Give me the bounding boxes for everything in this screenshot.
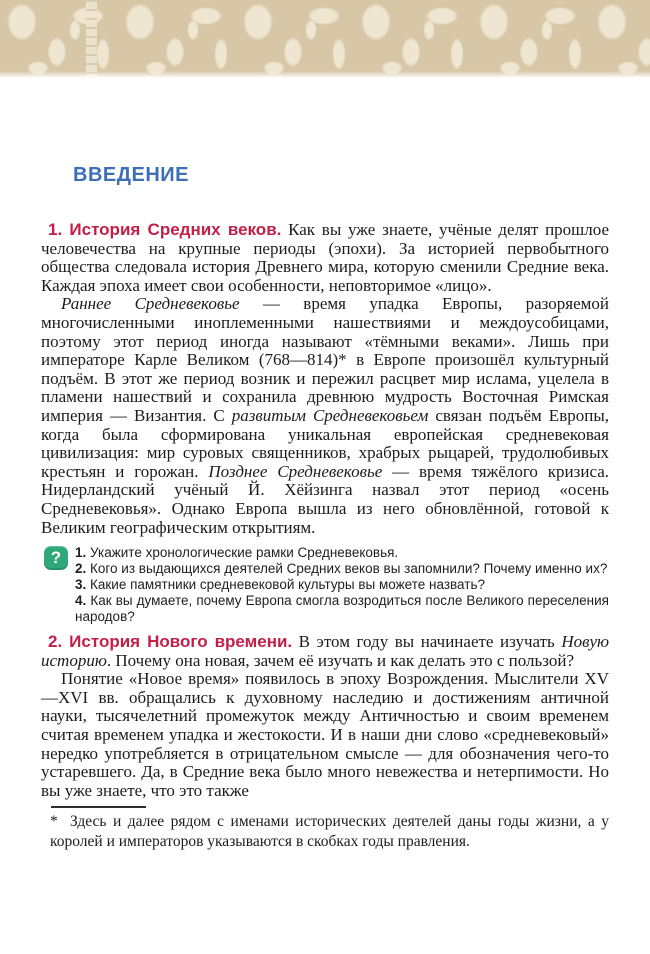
section1-paragraph-1: [41, 221, 609, 295]
section1-p1-text: Как вы уже знаете, учёные делят прошлое человечества на крупные периоды (эпохи). За историей первобытного общества следовала история Древнего мира, которую сменили Средние века. Каждая эпоха имеет свои особенности, неповторимое «лицо».: [41, 220, 610, 295]
footnote: [41, 806, 609, 852]
question-2-text: Кого из выдающихся деятелей Средних веков вы запомнили? Почему именно их?: [90, 561, 608, 577]
question-1-number: 1.: [75, 545, 87, 561]
question-4-number: 4.: [75, 593, 87, 609]
question-mark-glyph: ?: [50, 548, 62, 568]
section2-paragraph-1: [41, 633, 609, 670]
page-title: ВВЕДЕНИЕ: [73, 164, 189, 186]
section1-heading: 1. История Средних веков.: [48, 220, 282, 239]
section2-p1-text-b: . Почему она новая, зачем её изучать и как делать это с пользой?: [106, 650, 575, 670]
section1-p2-text-b: связан подъём Европы, когда была сформирована уникальная европейская средневековая цивилизация: мир суровых священников, храбрых рыцарей, трудолюбивых крестьян и горожан.: [41, 405, 609, 481]
italic-term-early-middle-ages: Раннее Средневековье: [61, 294, 240, 314]
band-ornament-strip: [86, 0, 97, 78]
decorative-header-band: [0, 0, 650, 78]
question-mark-icon: [44, 546, 68, 570]
section2-heading: 2. История Нового времени.: [48, 632, 293, 652]
page-content: [0, 164, 650, 852]
questions-list: [75, 545, 609, 625]
section1-p2-text-a: — время упадка Европы, разоряемой многочисленными иноплеменными нашествиями и междоусобицами, поэтому этот период иногда называют «тёмными веками». Лишь при императоре Карле Великом (768—814)* в Европе произошёл культурный подъём. В этот же период возник и пережил расцвет мир ислама, уцелела в пламени нашествий и сохранила древнюю мудрость Восточная Римская империя — Византия. С: [41, 294, 609, 425]
italic-term-high-middle-ages: развитым Средневековьем: [231, 405, 429, 425]
italic-term-late-middle-ages: Позднее Средневековье: [208, 461, 383, 481]
question-item-1: [75, 545, 609, 561]
question-item-3: [75, 577, 609, 593]
footnote-text: [41, 812, 609, 852]
question-3-number: 3.: [75, 577, 87, 593]
section2-p1-text-a: В этом году вы начинаете изучать: [298, 632, 562, 652]
question-item-4: [75, 593, 609, 625]
questions-block: [44, 545, 609, 625]
question-4-text: Как вы думаете, почему Европа смогла возродиться после Великого переселения народов?: [75, 593, 609, 625]
italic-term-new-history: Новую историю: [41, 632, 610, 670]
question-1-text: Укажите хронологические рамки Средневековья.: [90, 545, 399, 561]
question-item-2: [75, 561, 609, 577]
question-3-text: Какие памятники средневековой культуры вы можете назвать?: [90, 577, 485, 593]
footnote-body: Здесь и далее рядом с именами исторических деятелей даны годы жизни, а у королей и императоров указываются в скобках годы правления.: [50, 813, 609, 851]
section1-p2-text-c: — время тяжёлого кризиса. Нидерландский учёный Й. Хёйзинга назвал этот период «осень Средневековья». Однако Европа вышла из него обновлённой, готовой к Великим географическим открытиям.: [41, 461, 610, 537]
section2-paragraph-2: Понятие «Новое время» появилось в эпоху Возрождения. Мыслители XV—XVI вв. обращались к духовному наследию и достижениям античной науки, тысячелетний промежуток между Античностью и своим временем считая временем упадка и жестокости. И в наши дни слово «средневековый» нередко употребляется в отрицательном смысле — для обозначения чего-то устаревшего. Да, в Средние века было много невежества и нетерпимости. Но вы уже знаете, что это также: [41, 669, 609, 800]
footnote-asterisk: *: [50, 813, 58, 831]
footnote-rule: [51, 806, 146, 808]
question-2-number: 2.: [75, 561, 87, 577]
section1-paragraph-2: [41, 295, 609, 537]
